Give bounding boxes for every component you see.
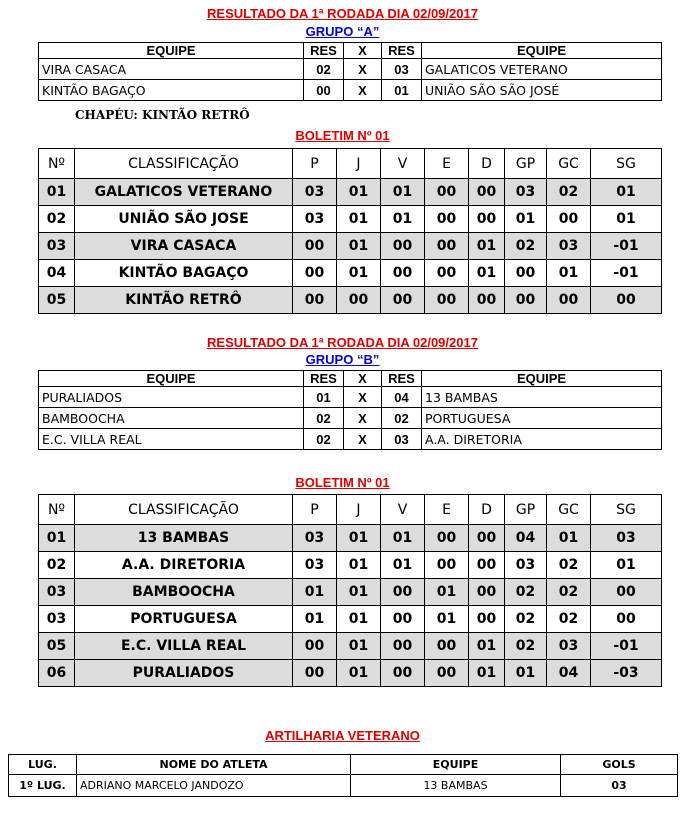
cell-lug: 1º LUG.: [9, 775, 77, 797]
standings-row: [39, 233, 662, 260]
cell: UNIÃO SÃO JOSE: [75, 206, 293, 233]
cell: 04: [505, 525, 547, 552]
home-score: 00: [304, 80, 344, 101]
group-a-result-title: RESULTADO DA 1ª RODADA DIA 02/09/2017: [207, 6, 478, 21]
col-header: V: [381, 149, 425, 179]
col-header: SG: [591, 149, 662, 179]
cell: 00: [425, 206, 469, 233]
away-team: A.A. DIRETORIA: [422, 429, 662, 450]
cell: 01: [337, 606, 381, 633]
col-header: D: [469, 149, 505, 179]
cell: 02: [39, 552, 75, 579]
col-header: CLASSIFICAÇÃO: [75, 149, 293, 179]
cell: 01: [39, 525, 75, 552]
cell: 00: [381, 579, 425, 606]
away-score: 03: [382, 59, 422, 80]
cell: 03: [293, 179, 337, 206]
cell: 04: [39, 260, 75, 287]
chapeu-note: CHAPÉU: KINTÃO RETRÔ: [75, 108, 250, 122]
cell: 01: [469, 233, 505, 260]
col-header: GP: [505, 495, 547, 525]
away-team: GALATICOS VETERANO: [422, 59, 662, 80]
cell: 00: [425, 179, 469, 206]
match-row: [39, 429, 662, 450]
standings-row: [39, 633, 662, 660]
cell: 02: [505, 579, 547, 606]
cell: 03: [39, 233, 75, 260]
group-b-results-table: [38, 370, 662, 450]
cell: 01: [293, 579, 337, 606]
cell: 00: [425, 525, 469, 552]
cell: 02: [505, 606, 547, 633]
cell: 00: [591, 579, 662, 606]
cell: 02: [505, 633, 547, 660]
cell: 00: [425, 633, 469, 660]
col-header: J: [337, 495, 381, 525]
col-header: E: [425, 495, 469, 525]
header-res: RES: [304, 371, 344, 387]
standings-row: [39, 660, 662, 687]
cell: VIRA CASACA: [75, 233, 293, 260]
cell: 02: [39, 206, 75, 233]
home-score: 01: [304, 387, 344, 408]
col-header: Nº: [39, 495, 75, 525]
col-header: CLASSIFICAÇÃO: [75, 495, 293, 525]
home-team: PURALIADOS: [39, 387, 304, 408]
header-nome: NOME DO ATLETA: [77, 755, 351, 775]
cell: 00: [337, 287, 381, 314]
cell: 01: [591, 206, 662, 233]
cell: 06: [39, 660, 75, 687]
cell: 00: [469, 525, 505, 552]
versus: X: [344, 408, 382, 429]
cell: 03: [39, 606, 75, 633]
home-score: 02: [304, 429, 344, 450]
standings-header-row: [39, 495, 662, 525]
standings-row: [39, 579, 662, 606]
cell: 00: [381, 660, 425, 687]
header-equipe: EQUIPE: [422, 371, 662, 387]
cell: 01: [591, 179, 662, 206]
cell: 00: [381, 606, 425, 633]
versus: X: [344, 80, 382, 101]
match-row: [39, 59, 662, 80]
col-header: J: [337, 149, 381, 179]
cell: 01: [381, 552, 425, 579]
cell: 00: [293, 660, 337, 687]
cell: 00: [469, 606, 505, 633]
header-x: X: [344, 371, 382, 387]
cell: 00: [425, 260, 469, 287]
group-b-boletim-title: BOLETIM Nº 01: [295, 475, 390, 490]
cell: 01: [337, 579, 381, 606]
cell: 00: [469, 206, 505, 233]
col-header: P: [293, 495, 337, 525]
header-lug: LUG.: [9, 755, 77, 775]
artilharia-table: [8, 754, 678, 797]
cell: A.A. DIRETORIA: [75, 552, 293, 579]
col-header: V: [381, 495, 425, 525]
cell: 01: [381, 179, 425, 206]
cell: 01: [425, 606, 469, 633]
cell: 03: [591, 525, 662, 552]
home-score: 02: [304, 408, 344, 429]
cell: 01: [505, 206, 547, 233]
cell: 00: [469, 179, 505, 206]
cell: 03: [547, 633, 591, 660]
col-header: E: [425, 149, 469, 179]
cell: 01: [337, 633, 381, 660]
cell: 00: [381, 260, 425, 287]
cell: 05: [39, 287, 75, 314]
group-b-standings-table: [38, 494, 662, 687]
header-gols: GOLS: [561, 755, 678, 775]
cell: 01: [337, 206, 381, 233]
cell-goals: 03: [561, 775, 678, 797]
cell: 01: [381, 206, 425, 233]
cell: 01: [39, 179, 75, 206]
cell: 00: [381, 287, 425, 314]
standings-row: [39, 179, 662, 206]
standings-row: [39, 525, 662, 552]
header-res: RES: [382, 43, 422, 59]
cell: 01: [337, 179, 381, 206]
away-team: PORTUGUESA: [422, 408, 662, 429]
col-header: GC: [547, 495, 591, 525]
cell: 02: [547, 179, 591, 206]
cell: 01: [469, 633, 505, 660]
away-score: 03: [382, 429, 422, 450]
cell: PURALIADOS: [75, 660, 293, 687]
home-team: VIRA CASACA: [39, 59, 304, 80]
col-header: SG: [591, 495, 662, 525]
standings-row: [39, 206, 662, 233]
cell: 02: [505, 233, 547, 260]
away-team: 13 BAMBAS: [422, 387, 662, 408]
home-team: BAMBOOCHA: [39, 408, 304, 429]
cell: 04: [547, 660, 591, 687]
cell: 03: [505, 552, 547, 579]
cell: 13 BAMBAS: [75, 525, 293, 552]
header-x: X: [344, 43, 382, 59]
versus: X: [344, 387, 382, 408]
group-b-label: GRUPO “B”: [305, 352, 380, 367]
artilharia-row: [9, 775, 678, 797]
cell: BAMBOOCHA: [75, 579, 293, 606]
cell: 01: [547, 525, 591, 552]
header-equipe: EQUIPE: [422, 43, 662, 59]
cell: 00: [469, 552, 505, 579]
cell: -01: [591, 260, 662, 287]
cell: 01: [337, 660, 381, 687]
away-score: 02: [382, 408, 422, 429]
group-a-label: GRUPO “A”: [305, 24, 380, 39]
col-header: Nº: [39, 149, 75, 179]
cell: PORTUGUESA: [75, 606, 293, 633]
col-header: GP: [505, 149, 547, 179]
cell: 00: [425, 552, 469, 579]
cell: 00: [425, 233, 469, 260]
cell: 00: [505, 260, 547, 287]
away-score: 04: [382, 387, 422, 408]
cell: 03: [547, 233, 591, 260]
standings-row: [39, 606, 662, 633]
cell: 00: [381, 233, 425, 260]
header-res: RES: [304, 43, 344, 59]
cell: GALATICOS VETERANO: [75, 179, 293, 206]
match-row: [39, 387, 662, 408]
col-header: GC: [547, 149, 591, 179]
cell: 00: [293, 260, 337, 287]
cell: E.C. VILLA REAL: [75, 633, 293, 660]
cell-athlete: ADRIANO MARCELO JANDOZO: [77, 775, 351, 797]
cell: -01: [591, 633, 662, 660]
versus: X: [344, 59, 382, 80]
cell: KINTÃO BAGAÇO: [75, 260, 293, 287]
home-team: E.C. VILLA REAL: [39, 429, 304, 450]
cell: 01: [505, 660, 547, 687]
cell: 00: [547, 206, 591, 233]
away-team: UNIÃO SÃO SÃO JOSÉ: [422, 80, 662, 101]
cell: 00: [381, 633, 425, 660]
cell: 02: [547, 552, 591, 579]
standings-row: [39, 287, 662, 314]
cell: -01: [591, 233, 662, 260]
standings-row: [39, 552, 662, 579]
cell: 01: [469, 260, 505, 287]
cell: 00: [591, 287, 662, 314]
cell: 03: [293, 206, 337, 233]
standings-header-row: [39, 149, 662, 179]
home-score: 02: [304, 59, 344, 80]
col-header: P: [293, 149, 337, 179]
cell: 02: [547, 606, 591, 633]
group-a-results-table: [38, 42, 662, 101]
cell: 00: [469, 287, 505, 314]
group-a-standings-table: [38, 148, 662, 314]
cell: 01: [337, 233, 381, 260]
match-row: [39, 80, 662, 101]
cell: 01: [337, 552, 381, 579]
cell: 05: [39, 633, 75, 660]
cell: 01: [547, 260, 591, 287]
cell: 01: [381, 525, 425, 552]
match-row: [39, 408, 662, 429]
cell: -03: [591, 660, 662, 687]
header-res: RES: [382, 371, 422, 387]
cell: KINTÃO RETRÔ: [75, 287, 293, 314]
cell: 00: [505, 287, 547, 314]
cell: 00: [469, 579, 505, 606]
away-score: 01: [382, 80, 422, 101]
col-header: D: [469, 495, 505, 525]
versus: X: [344, 429, 382, 450]
header-equipe: EQUIPE: [39, 371, 304, 387]
cell: 01: [469, 660, 505, 687]
group-a-boletim-title: BOLETIM Nº 01: [295, 128, 390, 143]
cell: 00: [293, 287, 337, 314]
header-equipe: EQUIPE: [39, 43, 304, 59]
cell: 03: [293, 552, 337, 579]
standings-row: [39, 260, 662, 287]
cell: 01: [591, 552, 662, 579]
cell: 00: [425, 287, 469, 314]
cell: 00: [293, 633, 337, 660]
cell: 00: [293, 233, 337, 260]
cell: 00: [547, 287, 591, 314]
cell: 01: [293, 606, 337, 633]
cell: 01: [337, 260, 381, 287]
cell: 03: [505, 179, 547, 206]
group-b-result-title: RESULTADO DA 1ª RODADA DIA 02/09/2017: [207, 335, 478, 350]
cell: 02: [547, 579, 591, 606]
cell-team: 13 BAMBAS: [351, 775, 561, 797]
cell: 03: [39, 579, 75, 606]
cell: 00: [425, 660, 469, 687]
home-team: KINTÃO BAGAÇO: [39, 80, 304, 101]
header-equipe: EQUIPE: [351, 755, 561, 775]
cell: 03: [293, 525, 337, 552]
cell: 01: [425, 579, 469, 606]
artilharia-title: ARTILHARIA VETERANO: [265, 728, 420, 743]
cell: 01: [337, 525, 381, 552]
cell: 00: [591, 606, 662, 633]
